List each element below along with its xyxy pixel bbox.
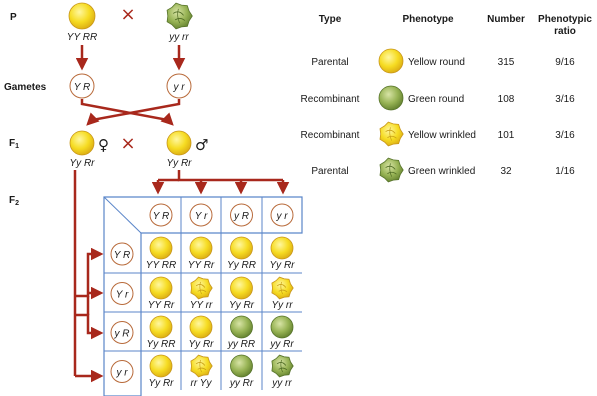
results-row	[301, 86, 576, 110]
row-phenotype: Yellow round	[408, 57, 465, 68]
female-symbol: ♀	[98, 136, 109, 154]
f1-male-yellow-round-seed-icon	[167, 131, 191, 155]
offspring-yellow-wrinkled-seed-icon	[272, 277, 293, 299]
gamete-right-label: y r	[173, 82, 185, 93]
offspring-genotype: Yy Rr	[229, 300, 254, 311]
row-green-wrinkled-seed-icon	[380, 158, 403, 182]
row-phenotype: Yellow wrinkled	[408, 130, 476, 141]
offspring-genotype: Yy Rr	[188, 339, 214, 350]
results-row	[301, 122, 576, 146]
offspring-green-wrinkled-seed-icon	[272, 355, 293, 377]
offspring-yellow-round-seed-icon	[271, 237, 293, 259]
row-number: 101	[497, 130, 515, 141]
row-yellow-wrinkled-seed-icon	[380, 122, 403, 146]
row-number: 108	[497, 94, 515, 105]
offspring-yellow-wrinkled-seed-icon	[191, 355, 212, 377]
offspring-genotype: yy Rr	[229, 378, 254, 389]
row-phenotype: Green wrinkled	[408, 166, 476, 177]
offspring-genotype: yy RR	[227, 339, 256, 350]
results-rows	[301, 49, 576, 182]
offspring-genotype: Yy Rr	[269, 260, 295, 271]
offspring-yellow-wrinkled-seed-icon	[191, 277, 212, 299]
offspring-genotype: YY Rr	[147, 300, 175, 311]
header-phenotype: Phenotype	[402, 14, 454, 25]
row-number: 315	[497, 57, 515, 68]
row-gamete-label: Y r	[115, 289, 129, 301]
punnett-square	[104, 197, 302, 396]
offspring-yellow-round-seed-icon	[190, 316, 212, 338]
cross-symbol-p: ×	[120, 4, 136, 25]
col-gamete-label: y r	[276, 211, 288, 222]
offspring-yellow-round-seed-icon	[150, 237, 172, 259]
results-row	[311, 158, 575, 182]
offspring-genotype: Yy RR	[146, 339, 176, 350]
offspring-yellow-round-seed-icon	[150, 316, 172, 338]
offspring-yellow-round-seed-icon	[150, 355, 172, 377]
offspring-genotype: YY Rr	[187, 260, 215, 271]
p-right-genotype: yy rr	[169, 32, 189, 43]
p-green-wrinkled-seed-icon	[167, 3, 192, 29]
f1-left-genotype: Yy Rr	[69, 158, 95, 169]
row-ratio: 9/16	[555, 57, 575, 68]
f1-female-yellow-round-seed-icon	[70, 131, 94, 155]
gametes-label: Gametes	[4, 82, 47, 93]
f1-male-seed	[167, 131, 191, 155]
header-ratio-line1: Phenotypic	[538, 14, 592, 25]
p-generation-label: P	[10, 12, 17, 23]
p-left-genotype: YY RR	[66, 32, 98, 43]
p-yellow-round-seed	[69, 3, 95, 29]
offspring-genotype: yy rr	[272, 378, 292, 389]
punnett-offspring-cells	[146, 237, 295, 389]
gamete-left-label: Y R	[73, 82, 91, 93]
offspring-yellow-round-seed-icon	[231, 277, 253, 299]
row-phenotype: Green round	[408, 94, 465, 105]
f1-female-seed	[70, 131, 94, 155]
cross-symbol-f1: ×	[120, 133, 136, 154]
arrow-row-1	[75, 254, 101, 296]
row-green-round-seed-icon	[379, 86, 403, 110]
row-ratio: 3/16	[555, 130, 575, 141]
p-yellow-round-seed-icon	[69, 3, 95, 29]
row-type: Recombinant	[300, 130, 360, 141]
row-type: Parental	[311, 166, 349, 177]
results-row	[311, 49, 575, 73]
header-type: Type	[318, 14, 342, 25]
p-green-wrinkled-seed	[167, 3, 192, 29]
offspring-genotype: Yy rr	[271, 300, 293, 311]
offspring-green-round-seed-icon	[271, 316, 293, 338]
offspring-genotype: Yy RR	[227, 260, 256, 271]
header-ratio-line2: ratio	[554, 26, 576, 37]
row-ratio: 3/16	[555, 94, 575, 105]
offspring-genotype: YY rr	[189, 300, 213, 311]
offspring-yellow-round-seed-icon	[150, 277, 172, 299]
col-gamete-label: Y R	[152, 211, 170, 222]
arrow-row-3	[75, 315, 101, 333]
offspring-green-round-seed-icon	[231, 355, 253, 377]
col-gamete-label: y R	[234, 211, 249, 222]
f2-generation-label: $F_2$	[9, 195, 20, 207]
offspring-genotype: rr Yy	[190, 378, 212, 389]
offspring-yellow-round-seed-icon	[190, 237, 212, 259]
row-gamete-label: y R	[114, 328, 130, 340]
offspring-genotype: yy Rr	[270, 339, 294, 350]
col-gamete-label: Y r	[194, 211, 208, 222]
header-number: Number	[487, 14, 525, 25]
punnett-diagonal	[104, 197, 141, 233]
male-symbol: ♂	[195, 136, 209, 154]
row-type: Parental	[311, 57, 349, 68]
f1-right-genotype: Yy Rr	[166, 158, 192, 169]
row-gamete-label: Y R	[113, 250, 131, 261]
row-type: Recombinant	[300, 94, 360, 105]
row-yellow-round-seed-icon	[379, 49, 403, 73]
phenotype-results-table	[301, 14, 593, 182]
offspring-genotype: Yy Rr	[148, 378, 174, 389]
row-number: 32	[500, 166, 512, 177]
row-gamete-label: y r	[116, 367, 128, 379]
row-ratio: 1/16	[555, 166, 575, 177]
arrow-f1-male-trunk	[179, 170, 283, 180]
offspring-green-round-seed-icon	[231, 316, 253, 338]
f1-generation-label: $F_1$	[9, 138, 20, 150]
offspring-genotype: YY RR	[145, 260, 177, 271]
offspring-yellow-round-seed-icon	[231, 237, 253, 259]
